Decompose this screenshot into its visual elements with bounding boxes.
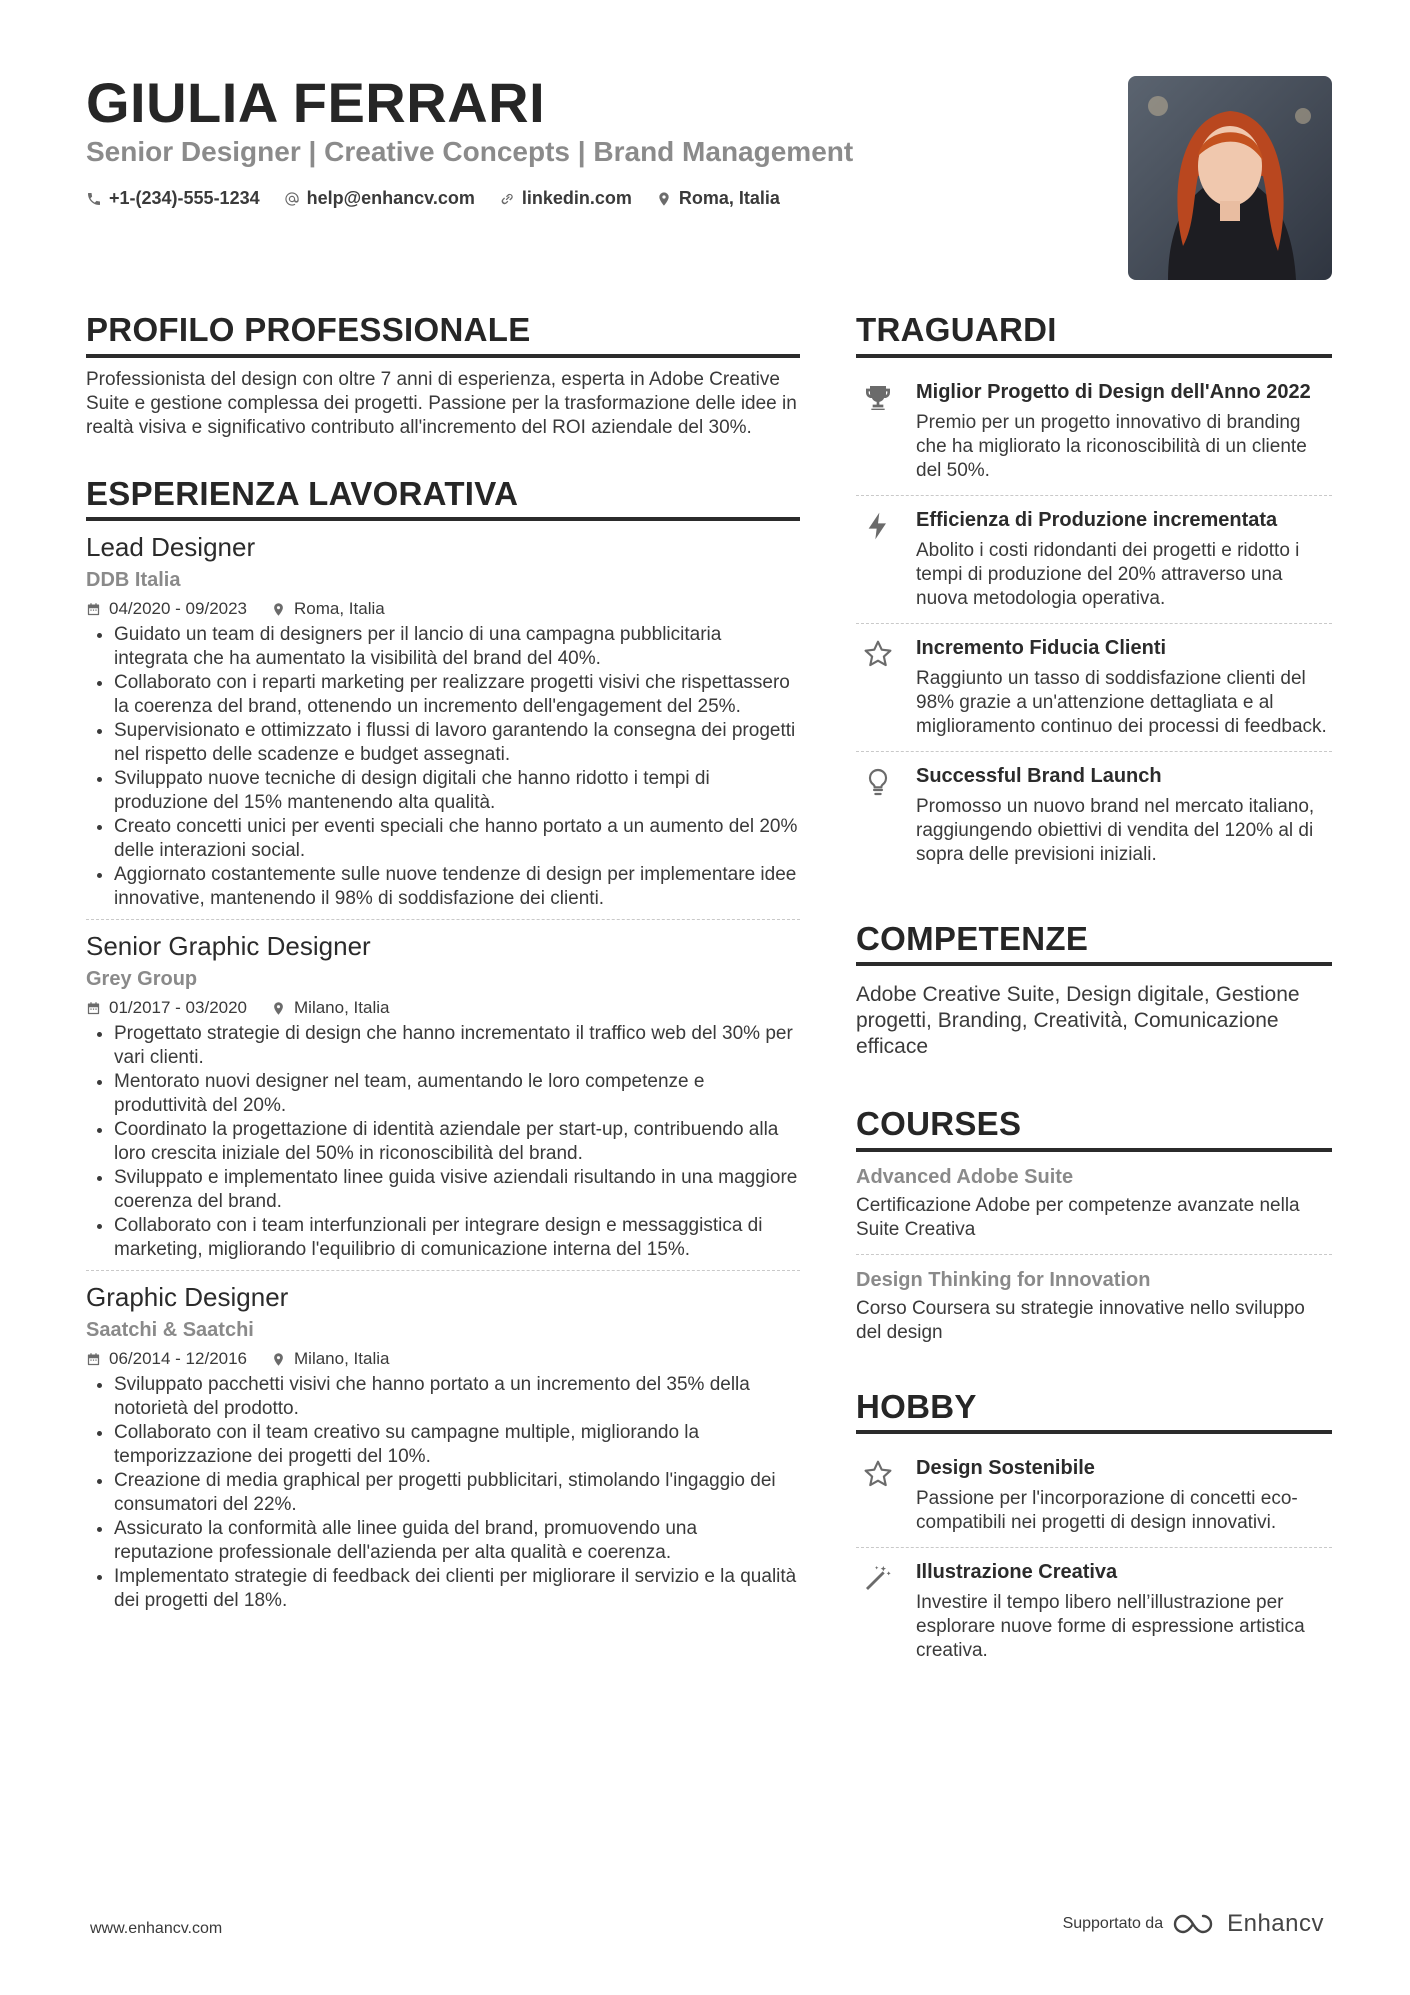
footer-website[interactable]: www.enhancv.com xyxy=(90,1920,223,1937)
achievement-item xyxy=(856,496,1332,624)
section-title-profile: PROFILO PROFESSIONALE xyxy=(86,310,800,358)
job-dates xyxy=(86,998,247,1018)
achievement-content xyxy=(916,508,1332,611)
job-bullet: • Collaborato con il team creativo su campagne multiple, migliorando la temporizzazione dei progetti del 10%. xyxy=(114,1421,800,1469)
job-dates-text: 06/2014 - 12/2016 xyxy=(109,1349,248,1369)
job-location xyxy=(271,998,389,1018)
job-dates xyxy=(86,1349,247,1369)
hobby-item xyxy=(856,1444,1332,1548)
star-icon xyxy=(856,1456,900,1535)
location-pin-icon xyxy=(271,1001,286,1016)
job-dates-text: 04/2020 - 09/2023 xyxy=(109,599,248,619)
link-icon xyxy=(499,191,515,207)
job-bullets xyxy=(86,1373,800,1613)
hobby-content xyxy=(916,1560,1332,1663)
job-bullet: • Implementato strategie di feedback dei clienti per migliorare il servizio e la qualità dei progetti del 18%. xyxy=(114,1565,800,1613)
hobby-item xyxy=(856,1548,1332,1675)
contact-location-text: Roma, Italia xyxy=(678,188,780,208)
calendar-icon xyxy=(86,602,101,617)
achievement-desc: Premio per un progetto innovativo di branding che ha migliorato la riconoscibilità di un cliente del 50%. xyxy=(916,411,1307,481)
hobby-desc: Investire il tempo libero nell’illustrazione per esplorare nuove forme di espressione artistica creativa. xyxy=(916,1592,1305,1662)
contact-linkedin[interactable] xyxy=(499,188,632,209)
job-bullet: • Sviluppato e implementato linee guida visive aziendali risultando in una maggiore coerenza del brand. xyxy=(114,1166,800,1214)
profile-summary: Professionista del design con oltre 7 anni di esperienza, esperta in Adobe Creative Suite e gestione complessa dei progetti. Passione per la trasformazione delle idee in realtà visiva e significativo contributo all'incremento del ROI aziendale del 30%. xyxy=(86,368,797,438)
course-item xyxy=(856,1255,1332,1357)
hobby-title: Design Sostenibile xyxy=(916,1457,1095,1480)
job-bullet: • Guidato un team di designers per il lancio di una campagna pubblicitaria integrata che ha aumentato la visibilità del brand del 40%. xyxy=(114,623,800,671)
course-title: Advanced Adobe Suite xyxy=(856,1165,1074,1188)
job-bullet: • Progettato strategie di design che hanno incrementato il traffico web del 30% per vari clienti. xyxy=(114,1022,800,1070)
contact-phone[interactable] xyxy=(86,188,260,209)
job-meta xyxy=(86,998,800,1018)
achievement-content xyxy=(916,380,1332,483)
achievement-desc: Abolito i costi ridondanti dei progetti e ridotto i tempi di produzione del 20% attraverso una nuova metodologia operativa. xyxy=(916,539,1300,609)
location-pin-icon xyxy=(271,602,286,617)
job-location xyxy=(271,1349,389,1369)
hobby-section xyxy=(856,1387,1332,1676)
hobby-list xyxy=(856,1444,1332,1675)
enhancv-brand-name: Enhancv xyxy=(1227,1910,1324,1937)
job-bullet: • Supervisionato e ottimizzato i flussi di lavoro garantendo la consegna dei progetti nel rispetto delle scadenze e budget assegnati. xyxy=(114,719,800,767)
hobby-title: Illustrazione Creativa xyxy=(916,1561,1118,1584)
course-desc: Corso Coursera su strategie innovative nello sviluppo del design xyxy=(856,1297,1305,1343)
achievement-content xyxy=(916,764,1332,867)
achievements-list xyxy=(856,368,1332,879)
achievement-title: Successful Brand Launch xyxy=(916,764,1162,787)
calendar-icon xyxy=(86,1001,101,1016)
powered-by-label: Supportato da xyxy=(1062,1915,1164,1932)
footer-branding xyxy=(1063,1910,1324,1938)
job-entry xyxy=(86,521,800,920)
skills-section xyxy=(856,919,1332,1061)
achievement-content xyxy=(916,636,1332,739)
star-icon xyxy=(856,636,900,739)
company-name: Grey Group xyxy=(86,968,198,991)
contact-bar xyxy=(86,188,780,209)
job-meta xyxy=(86,1349,800,1369)
company-name: Saatchi & Saatchi xyxy=(86,1319,254,1342)
location-pin-icon xyxy=(271,1352,286,1367)
job-bullet: • Collaborato con i reparti marketing per realizzare progetti visivi che rispettassero la coerenza del brand, ottenendo un incremento dell'engagement del 25%. xyxy=(114,671,800,719)
lightning-icon xyxy=(856,508,900,611)
location-pin-icon xyxy=(656,191,672,207)
job-bullet: • Coordinato la progettazione di identità aziendale per start-up, contribuendo alla loro crescita iniziale del 50% in riconoscibilità del brand. xyxy=(114,1118,800,1166)
section-title-experience: ESPERIENZA LAVORATIVA xyxy=(86,474,800,522)
section-title-hobby: HOBBY xyxy=(856,1387,1332,1435)
at-icon xyxy=(284,191,300,207)
profile-photo xyxy=(1128,76,1332,280)
skills-text: Adobe Creative Suite, Design digitale, Gestione progetti, Branding, Creatività, Comunicazione efficace xyxy=(856,983,1300,1059)
contact-email[interactable] xyxy=(284,188,475,209)
right-column xyxy=(856,310,1332,1675)
job-title: Lead Designer xyxy=(86,532,256,563)
job-location xyxy=(271,599,385,619)
job-bullets xyxy=(86,1022,800,1262)
job-title: Senior Graphic Designer xyxy=(86,931,371,962)
section-title-courses: COURSES xyxy=(856,1104,1332,1152)
job-dates xyxy=(86,599,247,619)
trophy-icon xyxy=(856,380,900,483)
lightbulb-icon xyxy=(856,764,900,867)
section-title-achievements: TRAGUARDI xyxy=(856,310,1332,358)
contact-linkedin-text: linkedin.com xyxy=(521,188,632,208)
candidate-name: GIULIA FERRARI xyxy=(86,71,546,134)
hobby-desc: Passione per l'incorporazione di concetti eco-compatibili nei progetti di design innovativi. xyxy=(916,1488,1298,1534)
company-name: DDB Italia xyxy=(86,569,181,592)
calendar-icon xyxy=(86,1352,101,1367)
job-entry xyxy=(86,920,800,1271)
job-dates-text: 01/2017 - 03/2020 xyxy=(109,998,248,1018)
contact-location xyxy=(656,188,780,209)
job-location-text: Roma, Italia xyxy=(294,599,385,619)
job-meta xyxy=(86,599,800,619)
achievement-title: Efficienza di Produzione incrementata xyxy=(916,508,1278,531)
profile-section xyxy=(86,310,800,440)
job-bullet: • Sviluppato pacchetti visivi che hanno portato a un incremento del 35% della notorietà del prodotto. xyxy=(114,1373,800,1421)
experience-section xyxy=(86,474,800,1622)
job-location-text: Milano, Italia xyxy=(294,998,390,1018)
enhancv-logo-icon xyxy=(1173,1912,1217,1936)
job-bullet: • Creazione di media graphical per progetti pubblicitari, stimolando l'ingaggio dei consumatori del 22%. xyxy=(114,1469,800,1517)
left-column xyxy=(86,310,800,1621)
job-bullet: • Aggiornato costantemente sulle nuove tendenze di design per implementare idee innovative, mantenendo il 98% di soddisfazione dei clienti. xyxy=(114,863,800,911)
achievement-desc: Promosso un nuovo brand nel mercato italiano, raggiungendo obiettivi di vendita del 120% al di sopra delle previsioni iniziali. xyxy=(916,795,1315,865)
magic-wand-icon xyxy=(856,1560,900,1663)
job-location-text: Milano, Italia xyxy=(294,1349,390,1369)
contact-phone-text: +1-(234)-555-1234 xyxy=(109,188,260,208)
achievement-desc: Raggiunto un tasso di soddisfazione clienti del 98% grazie a un'attenzione dettagliata e al miglioramento continuo dei processi di feedback. xyxy=(916,667,1327,737)
job-bullet: • Mentorato nuovi designer nel team, aumentando le loro competenze e produttività del 20%. xyxy=(114,1070,800,1118)
job-bullet: • Assicurato la conformità alle linee guida del brand, promuovendo una reputazione professionale dell'azienda per alta qualità e coerenza. xyxy=(114,1517,800,1565)
achievements-section xyxy=(856,310,1332,879)
job-bullet: • Creato concetti unici per eventi speciali che hanno portato a un aumento del 20% delle interazioni social. xyxy=(114,815,800,863)
courses-section xyxy=(856,1104,1332,1357)
achievement-item xyxy=(856,752,1332,879)
job-bullet: • Sviluppato nuove tecniche di design digitali che hanno ridotto i tempi di produzione del 15% mantenendo alta qualità. xyxy=(114,767,800,815)
job-bullets xyxy=(86,623,800,911)
achievement-title: Incremento Fiducia Clienti xyxy=(916,636,1167,659)
achievement-item xyxy=(856,368,1332,496)
headline: Senior Designer | Creative Concepts | Brand Management xyxy=(86,136,854,167)
phone-icon xyxy=(86,191,102,207)
job-bullet: • Collaborato con i team interfunzionali per integrare design e messaggistica di marketing, migliorando l'equilibrio di comunicazione interna del 15%. xyxy=(114,1214,800,1262)
course-item xyxy=(856,1152,1332,1255)
course-desc: Certificazione Adobe per competenze avanzate nella Suite Creativa xyxy=(856,1194,1300,1240)
job-title: Graphic Designer xyxy=(86,1282,289,1313)
hobby-content xyxy=(916,1456,1332,1535)
job-entry xyxy=(86,1271,800,1621)
course-title: Design Thinking for Innovation xyxy=(856,1268,1151,1291)
achievement-title: Miglior Progetto di Design dell'Anno 2022 xyxy=(916,380,1311,403)
achievement-item xyxy=(856,624,1332,752)
contact-email-text: help@enhancv.com xyxy=(306,188,475,208)
section-title-skills: COMPETENZE xyxy=(856,919,1332,967)
